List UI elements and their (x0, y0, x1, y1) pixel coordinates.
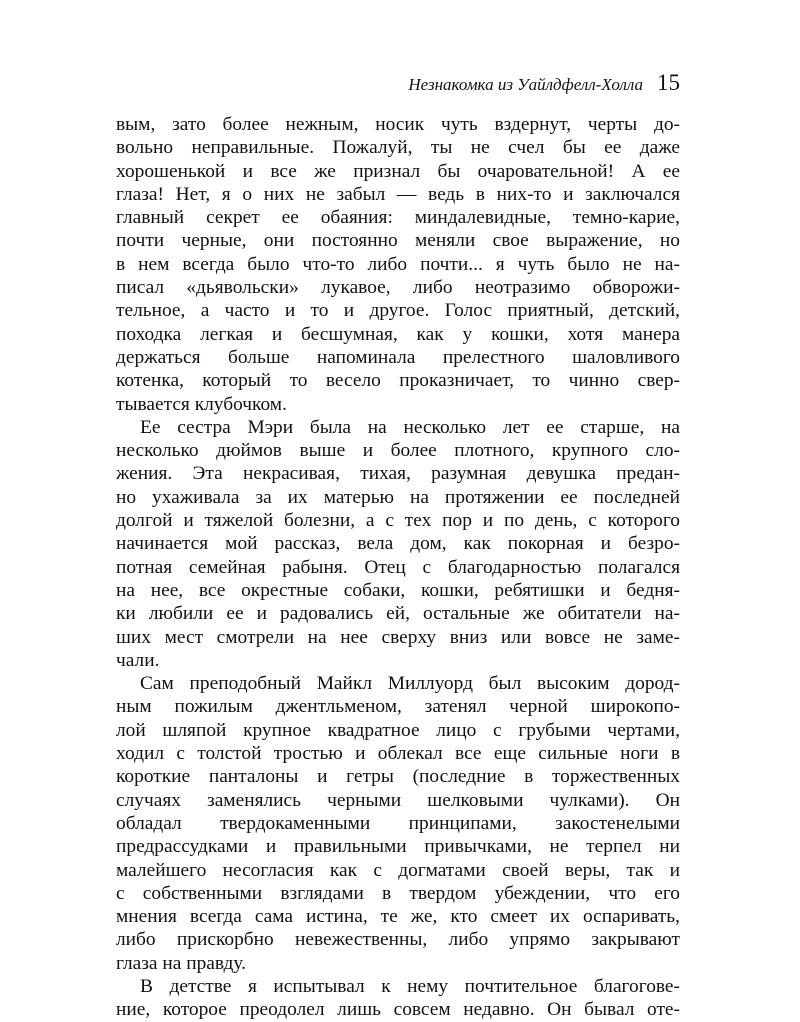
text-line: Ее сестра Мэри была на несколько лет ее старше, на (140, 416, 680, 438)
text-line: тывается клубочком. (116, 393, 287, 415)
text-line: лой шляпой крупное квадратное лицо с грубыми чертами, (116, 719, 680, 741)
text-line: долгой и тяжелой болезни, а с тех пор и по день, с которого (116, 510, 680, 532)
text-line: мнения всегда сама истина, те же, кто смеет их оспаривать, (116, 906, 680, 928)
text-line: глаза! Нет, я о них не забыл — ведь в них-то и заключался (116, 183, 680, 205)
text-line: жения. Эта некрасивая, тихая, разумная девушка предан- (116, 463, 680, 485)
text-line: ки любили ее и радовались ей, остальные же обитатели на- (116, 603, 680, 625)
text-line: чали. (116, 649, 160, 671)
text-line: но ухаживала за их матерью на протяжении ее последней (116, 486, 680, 508)
text-line: хорошенькой и все же признал бы очаровательной! А ее (116, 160, 680, 182)
paragraph (116, 416, 680, 672)
text-line: потная семейная рабыня. Отец с благодарностью полагался (116, 556, 680, 578)
page-number: 15 (657, 70, 680, 95)
text-line: ших мест смотрели на нее сверху вниз или вовсе не заме- (116, 626, 680, 648)
text-line: вольно неправильные. Пожалуй, ты не счел бы ее даже (116, 137, 680, 159)
text-line: главный секрет ее обаяния: миндалевидные, темно-карие, (116, 207, 680, 229)
text-line: походка легкая и бесшумная, как у кошки, хотя манера (116, 323, 680, 345)
text-line: случаях заменялись черными шелковыми чулками). Он (116, 789, 680, 811)
running-title: Незнакомка из Уайлдфелл-Холла (408, 75, 643, 94)
text-body (116, 113, 680, 1022)
text-line: малейшего несогласия как с догматами своей веры, так и (116, 859, 680, 881)
text-line: тельное, а часто и то и другое. Голос приятный, детский, (116, 300, 680, 322)
text-line: ние, которое преодолел лишь совсем недавно. Он бывал оте- (116, 999, 680, 1021)
text-line: писал «дьявольски» лукавое, либо неотразимо обворожи- (116, 277, 680, 299)
text-line: вым, зато более нежным, носик чуть вздернут, черты до- (116, 114, 680, 135)
paragraph (116, 975, 680, 1022)
text-line: ным пожилым джентльменом, затенял черной широкопо- (116, 696, 680, 718)
text-line: Сам преподобный Майкл Миллуорд был высоким дород- (140, 673, 680, 695)
text-line: в нем всегда было что-то либо почти... я чуть было не на- (116, 253, 680, 275)
paragraph (116, 672, 680, 975)
text-line: В детстве я испытывал к нему почтительное благогове- (140, 975, 680, 997)
page-header (116, 70, 680, 102)
text-line: предрассудками и правильными привычками, не терпел ни (116, 836, 680, 858)
text-line: начинается мой рассказ, вела дом, как покорная и безро- (116, 533, 680, 555)
text-line: несколько дюймов выше и более плотного, крупного сло- (116, 440, 680, 462)
text-line: либо прискорбно невежественны, либо упрямо закрывают (116, 929, 680, 951)
text-line: почти черные, они постоянно меняли свое выражение, но (116, 230, 680, 252)
text-line: глаза на правду. (116, 952, 247, 974)
text-line: ходил с толстой тростью и облекал все еще сильные ноги в (116, 743, 680, 765)
text-line: обладал твердокаменными принципами, закостенелыми (116, 812, 680, 834)
text-line: на нее, все окрестные собаки, кошки, ребятишки и бедня- (116, 579, 680, 601)
text-line: короткие панталоны и гетры (последние в торжественных (116, 766, 680, 788)
text-line: держаться больше напоминала прелестного шаловливого (116, 346, 680, 368)
paragraph (116, 113, 680, 416)
text-line: котенка, который то весело проказничает, то чинно свер- (116, 370, 680, 392)
text-line: с собственными взглядами в твердом убеждении, что его (116, 882, 680, 904)
